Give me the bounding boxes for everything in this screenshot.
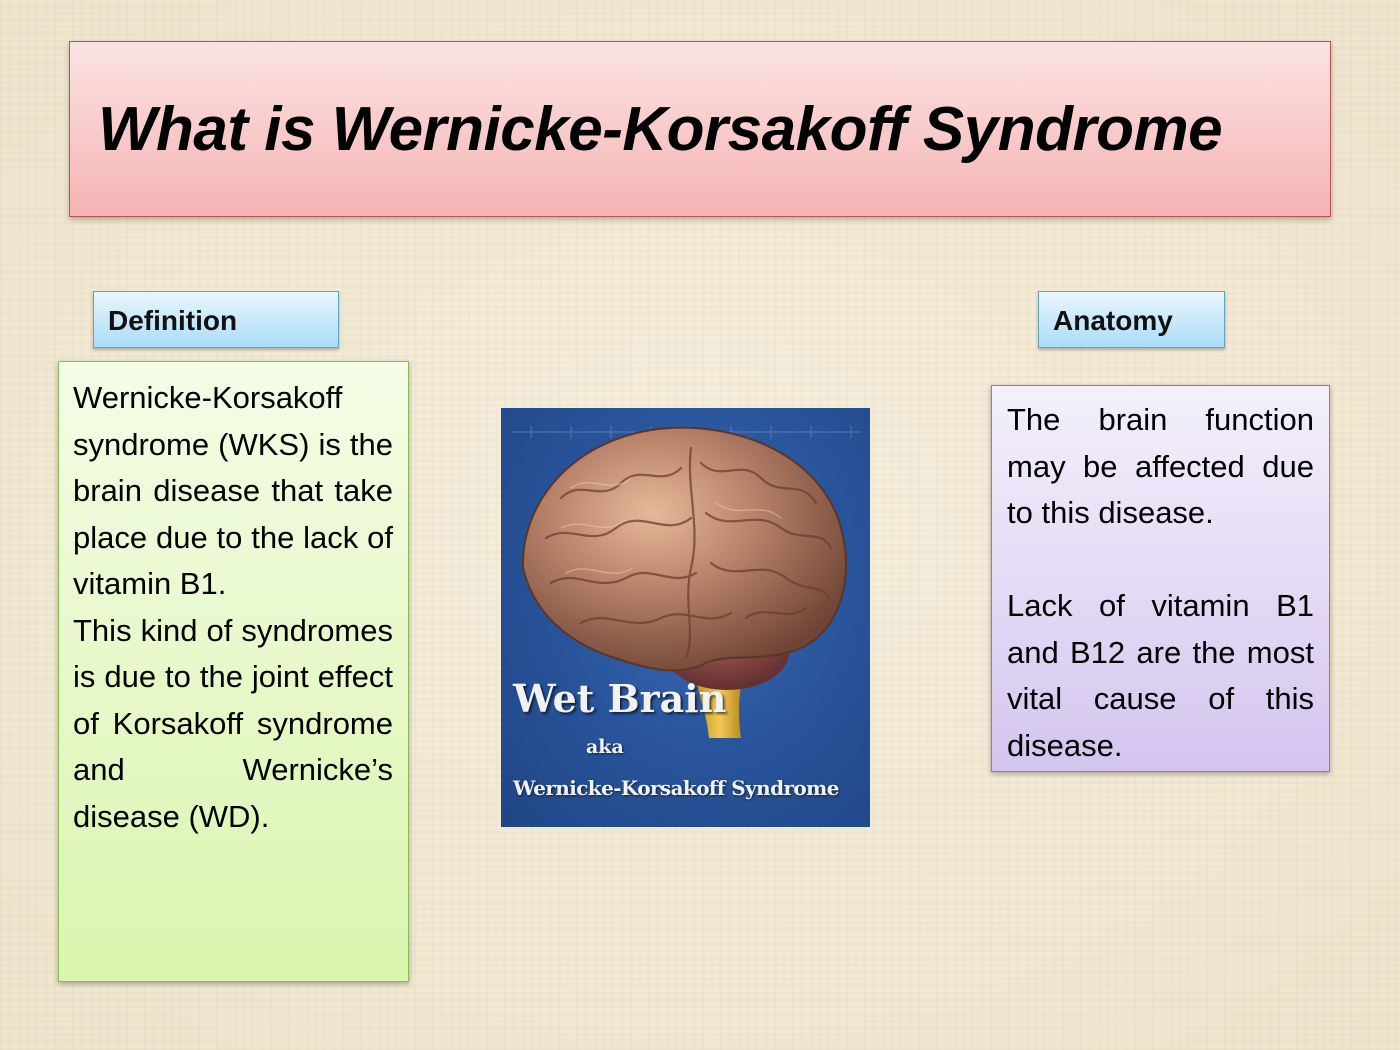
slide-title: What is Wernicke-Korsakoff Syndrome: [98, 95, 1223, 164]
wet-brain-image: [501, 408, 870, 827]
paragraph-spacer: [1007, 537, 1314, 584]
anatomy-text-box: [991, 385, 1330, 772]
aka-text: aka: [586, 736, 624, 758]
image-caption: Wernicke-Korsakoff Syndrome: [513, 776, 839, 800]
slide-title-box: [69, 41, 1331, 217]
wet-brain-heading: Wet Brain: [513, 676, 727, 721]
definition-paragraph-2: This kind of syndromes is due to the joint effect of Korsakoff syndrome and Wernicke’s disease (WD).: [73, 612, 393, 834]
anatomy-label: Anatomy: [1038, 291, 1225, 348]
definition-text-box: [58, 361, 409, 982]
definition-paragraph-1: Wernicke-Korsakoff syndrome (WKS) is the brain disease that take place due to the lack of vitamin B1.: [73, 380, 393, 601]
anatomy-paragraph-1: The brain function may be affected due to this disease.: [1007, 402, 1314, 530]
brain-illustration: [501, 408, 870, 827]
anatomy-paragraph-2: Lack of vitamin B1 and B12 are the most vital cause of this disease.: [1007, 588, 1314, 763]
definition-label: Definition: [93, 291, 339, 348]
